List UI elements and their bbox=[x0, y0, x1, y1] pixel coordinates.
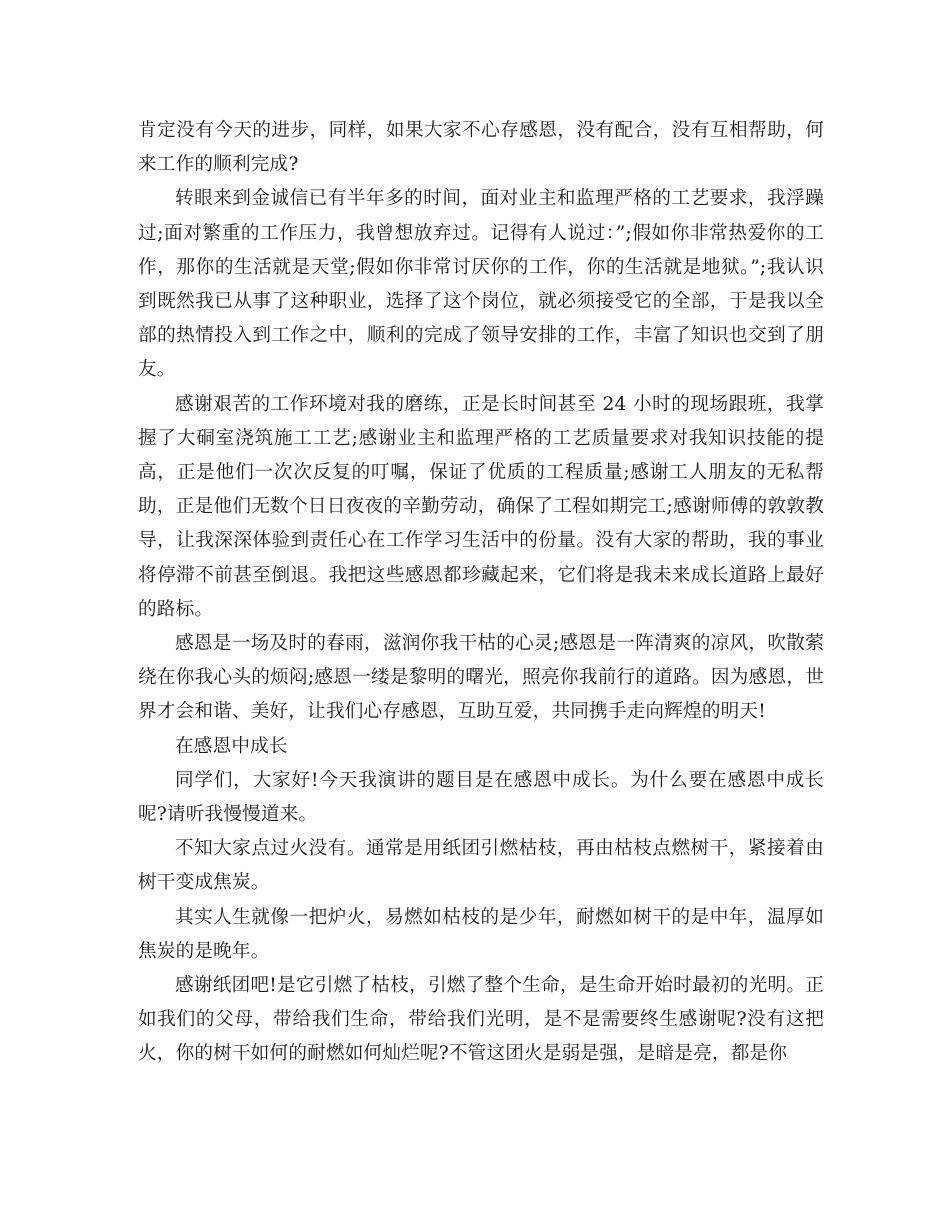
section-title: 在感恩中成长 bbox=[175, 735, 288, 757]
paragraph-5: 同学们，大家好!今天我演讲的题目是在感恩中成长。为什么要在感恩中成长呢?请听我慢慢道来。 bbox=[138, 769, 824, 826]
paragraph-4: 感恩是一场及时的春雨，滋润你我干枯的心灵;感恩是一阵清爽的凉风，吹散萦绕在你我心头的烦闷;感恩一缕是黎明的曙光，照亮你我前行的道路。因为感恩，世界才会和谐、美好，让我们心存感恩，互助互爱，共同携手走向辉煌的明天! bbox=[138, 633, 824, 723]
paragraph-8: 感谢纸团吧!是它引燃了枯枝，引燃了整个生命，是生命开始时最初的光明。正如我们的父母，带给我们生命，带给我们光明，是不是需要终生感谢呢?没有这把火，你的树干如何的耐燃如何灿烂呢?不管这团火是弱是强，是暗是亮，都是你 bbox=[138, 975, 824, 1065]
paragraph-6: 不知大家点过火没有。通常是用纸团引燃枯枝，再由枯枝点燃树干，紧接着由树干变成焦炭。 bbox=[138, 838, 824, 894]
paragraph-2: 转眼来到金诚信已有半年多的时间，面对业主和监理严格的工艺要求，我浮躁过;面对繁重的工作压力，我曾想放弃过。记得有人说过：”;假如你非常热爱你的工作，那你的生活就是天堂;假如你非常讨厌你的工作，你的生活就是地狱。”;我认识到既然我已从事了这种职业，选择了这个岗位，就必须接受它的全部，于是我以全部的热情投入到工作之中，顺利的完成了领导安排的工作，丰富了知识也交到了朋友。 bbox=[138, 188, 824, 381]
paragraph-1: 肯定没有今天的进步，同样，如果大家不心存感恩，没有配合，没有互相帮助，何来工作的顺利完成? bbox=[138, 120, 824, 176]
paragraph-7: 其实人生就像一把炉火，易燃如枯枝的是少年，耐燃如树干的是中年，温厚如焦炭的是晚年。 bbox=[138, 906, 824, 962]
document-body bbox=[138, 114, 824, 1072]
paragraph-3: 感谢艰苦的工作环境对我的磨练，正是长时间甚至 24 小时的现场跟班，我掌握了大硐室浇筑施工工艺;感谢业主和监理严格的工艺质量要求对我知识技能的提高，正是他们一次次反复的叮嘱，保证了优质的工程质量;感谢工人朋友的无私帮助，正是他们无数个日日夜夜的辛勤劳动，确保了工程如期完工;感谢师傅的敦敦教导，让我深深体验到责任心在工作学习生活中的份量。没有大家的帮助，我的事业将停滞不前甚至倒退。我把这些感恩都珍藏起来，它们将是我未来成长道路上最好的路标。 bbox=[138, 393, 824, 620]
